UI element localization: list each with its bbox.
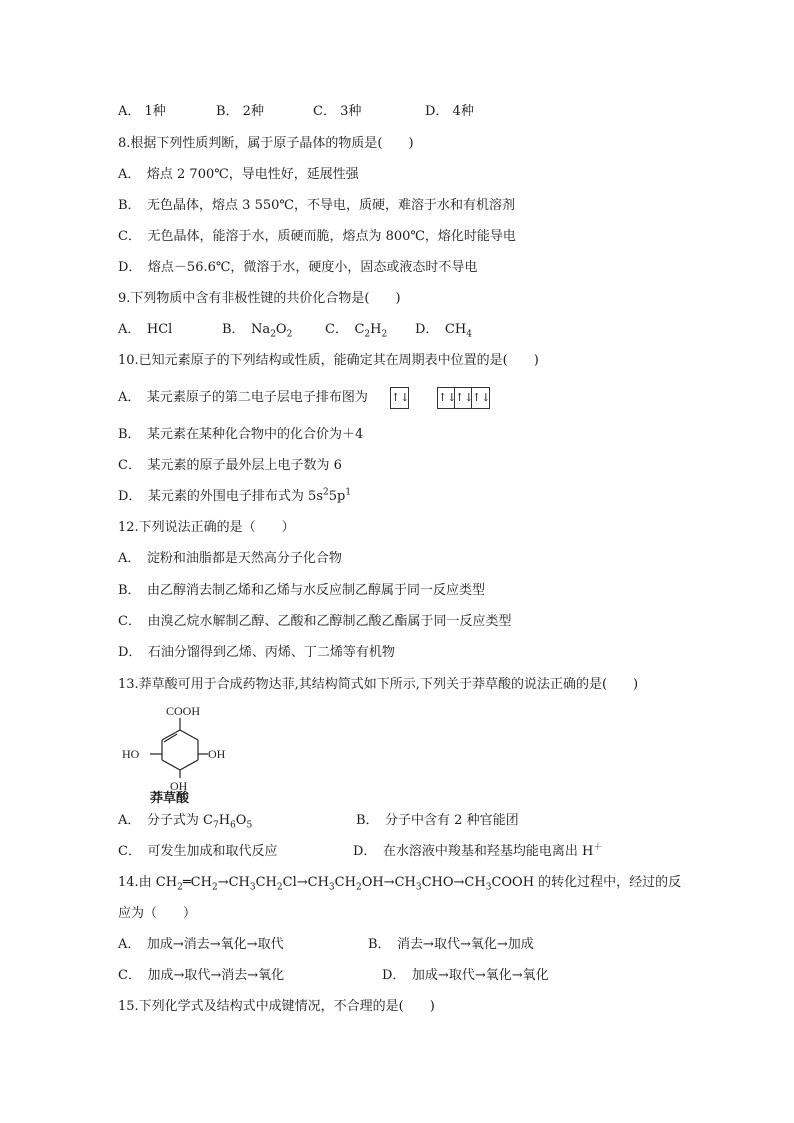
q9-option-a: A． HCl <box>118 322 173 337</box>
q9-option-c: C． $C_2H_2$ <box>325 322 388 340</box>
q7-option-d: D． 4种 <box>425 104 474 119</box>
q13-option-c: C． 可发生加成和取代反应 <box>118 844 278 859</box>
q14-option-a: A． 加成→消去→氧化→取代 <box>118 937 284 952</box>
q9-option-b: B． $Na_2O_2$ <box>222 322 293 340</box>
orbital-2p-box <box>437 387 490 409</box>
q8-stem: 8.根据下列性质判断，属于原子晶体的物质是( ) <box>118 136 414 151</box>
ho-label: HO <box>122 747 140 761</box>
bond <box>180 730 198 740</box>
orbital-cell: ↑↓ <box>472 391 491 404</box>
q8-option-c: C． 无色晶体，能溶于水，质硬而脆，熔点为 800℃，熔化时能导电 <box>118 229 516 244</box>
q13-stem: 13.莽草酸可用于合成药物达菲,其结构简式如下所示,下列关于莽草酸的说法正确的是( ) <box>118 677 639 692</box>
q10-stem: 10.已知元素原子的下列结构或性质，能确定其在周期表中位置的是( ) <box>118 353 539 368</box>
q7-option-a: A． 1种 <box>118 104 166 119</box>
oh-right-label: OH <box>208 747 226 761</box>
q14-option-c: C． 加成→取代→消去→氧化 <box>118 968 285 983</box>
q12-option-b: B． 由乙醇消去制乙烯和乙烯与水反应制乙醇属于同一反应类型 <box>118 583 486 598</box>
q8-option-b: B． 无色晶体，熔点 3 550℃，不导电，质硬，难溶于水和有机溶剂 <box>118 198 515 213</box>
oh-bottom-label: OH <box>170 779 188 793</box>
q13-option-b: B． 分子中含有 2 种官能团 <box>356 813 519 828</box>
q9-option-d: D． $CH_4$ <box>415 322 472 340</box>
q9-stem: 9.下列物质中含有非极性键的共价化合物是( ) <box>118 291 401 306</box>
q13-option-d: D． 在水溶液中羧基和羟基均能电离出 H＋ <box>353 842 603 859</box>
bond <box>162 730 180 740</box>
bond <box>180 760 198 770</box>
orbital-cell: ↑↓ <box>455 388 472 408</box>
q7-option-c: C． 3种 <box>313 104 362 119</box>
q12-option-c: C． 由溴乙烷水解制乙醇、乙酸和乙醇制乙酸乙酯属于同一反应类型 <box>118 614 512 629</box>
q14-option-d: D． 加成→取代→氧化→氧化 <box>382 968 549 983</box>
orbital-2s-box <box>390 387 409 409</box>
bond <box>162 760 180 770</box>
q15-stem: 15.下列化学式及结构式中成键情况，不合理的是( ) <box>118 999 435 1014</box>
q14-stem: 14.由 $CH_2═CH_2\to CH_3CH_2Cl\to CH_3CH_2OH\to CH_3CHO\to CH_3COOH$ 的转化过程中，经过的反 <box>118 875 682 893</box>
q12-option-a: A． 淀粉和油脂都是天然高分子化合物 <box>118 551 342 566</box>
q10-option-d: D． 某元素的外围电子排布式为 $5s^25p^1$ <box>118 487 352 504</box>
q14-option-b: B． 消去→取代→氧化→加成 <box>368 937 534 952</box>
q10-option-b: B． 某元素在某种化合物中的化合价为＋4 <box>118 427 364 442</box>
q8-option-d: D． 熔点－56.6℃，微溶于水，硬度小，固态或液态时不导电 <box>118 260 478 275</box>
q14-stem-cont: 应为（ ） <box>118 906 197 921</box>
q7-option-b: B． 2种 <box>216 104 264 119</box>
q12-stem: 12.下列说法正确的是（ ） <box>118 520 295 535</box>
molecule-name: 莽草酸 <box>150 791 190 806</box>
q13-option-a: A． 分子式为 $C_7H_6O_5$ <box>118 813 253 831</box>
cooh-label: COOH <box>166 704 201 718</box>
q8-option-a: A． 熔点 2 700℃，导电性好，延展性强 <box>118 167 359 182</box>
orbital-cell: ↑↓ <box>438 388 455 408</box>
q10-option-c: C． 某元素的原子最外层上电子数为 6 <box>118 458 342 473</box>
q12-option-d: D． 石油分馏得到乙烯、丙烯、丁二烯等有机物 <box>118 645 395 660</box>
orbital-cell: ↑↓ <box>391 391 410 404</box>
q10-option-a: A． 某元素原子的第二电子层电子排布图为 <box>118 390 368 405</box>
